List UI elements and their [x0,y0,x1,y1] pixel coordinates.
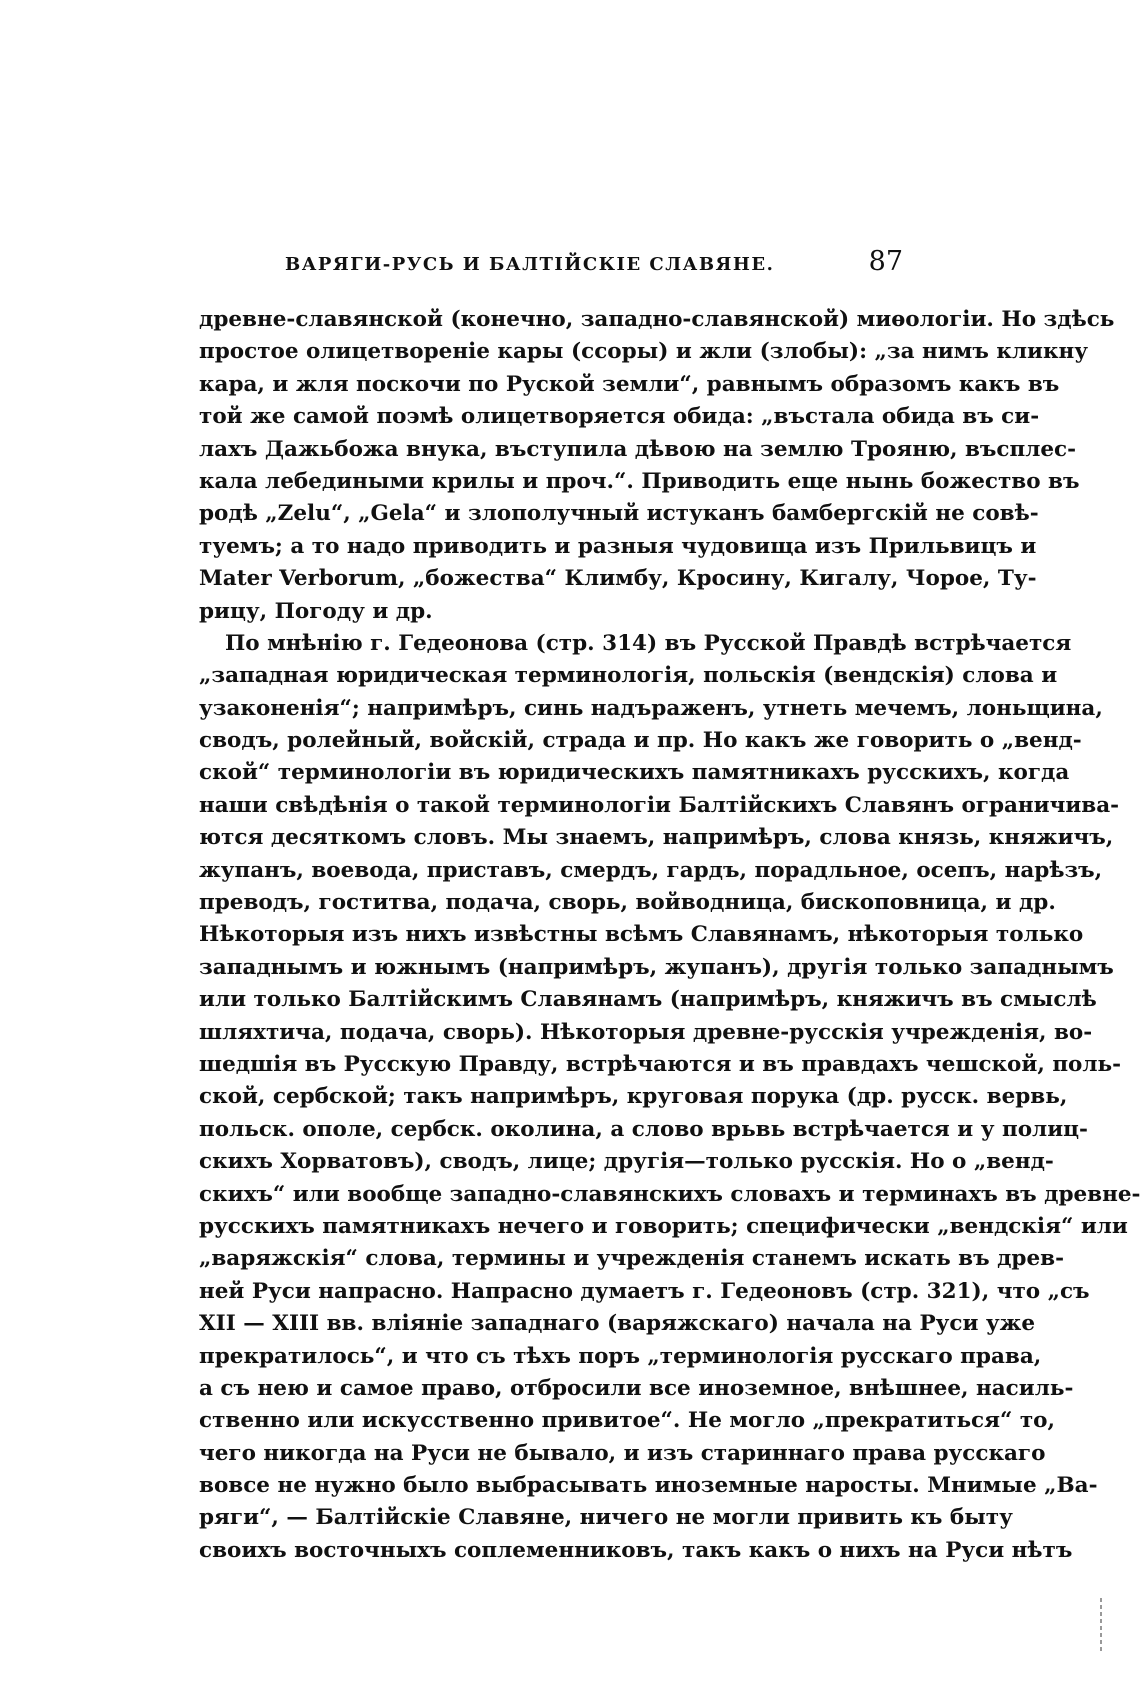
text-line: Mater Verborum, „божества“ Климбу, Кросину, Кигалу, Чорое, Ту- [199,566,1037,592]
text-line: а съ нею и самое право, отбросили все иноземное, внѣшнее, насиль- [199,1375,1074,1401]
text-line: узаконенія“; напримѣръ, синь надъраженъ, утнеть мечемъ, лоньщина, [199,695,1103,721]
running-title: ВАРЯГИ-РУСЬ И БАЛТІЙСКІЕ СЛАВЯНЕ. [285,254,775,275]
text-line: вовсе не нужно было выбрасывать иноземные наросты. Мнимые „Ва- [199,1473,1098,1499]
body-text [199,304,1140,1567]
text-line: преводъ, гоститва, подача, сворь, войводница, бископовница, и др. [199,890,1056,916]
text-line: „западная юридическая терминологія, польскія (вендскія) слова и [199,663,1058,689]
text-line: чего никогда на Руси не бывало, и изъ стариннаго права русскаго [199,1440,1046,1466]
text-line: жупанъ, воевода, приставъ, смердъ, гардъ, порадльное, осепъ, нарѣзъ, [199,857,1103,883]
text-line: шляхтича, подача, сворь). Нѣкоторыя древне-русскія учрежденія, во- [199,1019,1093,1045]
text-line: родѣ „Zelu“, „Gela“ и злополучный истуканъ бамбергскій не совѣ- [199,501,1039,527]
text-line: прекратилось“, и что съ тѣхъ поръ „терминологія русскаго права, [199,1343,1042,1369]
text-line: сводъ, ролейный, войскій, страда и пр. Но какъ же говорить о „венд- [199,728,1082,754]
text-line: западнымъ и южнымъ (напримѣръ, жупанъ), другія только западнымъ [199,954,1114,980]
text-line: своихъ восточныхъ соплеменниковъ, такъ какъ о нихъ на Руси нѣтъ [199,1537,1073,1563]
text-line: наши свѣдѣнія о такой терминологіи Балтійскихъ Славянъ ограничива- [199,792,1120,818]
page-number: 87 [868,246,903,277]
text-line: ней Руси напрасно. Напрасно думаетъ г. Гедеоновъ (стр. 321), что „съ [199,1278,1090,1304]
text-line: русскихъ памятникахъ нечего и говорить; специфически „вендскія“ или [199,1213,1128,1239]
text-line: или только Балтійскимъ Славянамъ (напримѣръ, княжичъ въ смыслѣ [199,987,1097,1013]
scan-margin-mark [1100,1598,1102,1654]
text-line: древне-славянской (конечно, западно-славянской) миѳологіи. Но здѣсь [199,307,1115,332]
text-line: XII — XIII вв. вліяніе западнаго (варяжскаго) начала на Руси уже [199,1311,1036,1337]
text-line: По мнѣнію г. Гедеонова (стр. 314) въ Русской Правдѣ встрѣчается [225,630,1072,656]
text-line: „варяжскія“ слова, термины и учрежденія станемъ искать въ древ- [199,1246,1065,1272]
paragraph-2 [199,628,1140,1567]
text-line: скихъ“ или вообще западно-славянскихъ словахъ и терминахъ въ древне- [199,1181,1140,1207]
text-line: туемъ; а то надо приводить и разныя чудовища изъ Прильвицъ и [199,533,1037,559]
text-line: ственно или искусственно привитое“. Не могло „прекратиться“ то, [199,1408,1056,1434]
text-line: кала лебедиными крилы и проч.“. Приводить еще нынь божество въ [199,468,1080,494]
text-line: ются десяткомъ словъ. Мы знаемъ, напримѣръ, слова князь, княжичъ, [199,825,1114,851]
text-line: ской“ терминологіи въ юридическихъ памятникахъ русскихъ, когда [199,760,1070,786]
text-line: рицу, Погоду и др. [199,598,433,624]
paragraph-1 [199,304,1115,628]
text-line: польск. ополе, сербск. околина, а слово врьвь встрѣчается и у полиц- [199,1116,1088,1142]
text-line: кара, и жля поскочи по Руской земли“, равнымъ образомъ какъ въ [199,371,1060,397]
text-line: ской, сербской; такъ напримѣръ, круговая порука (др. русск. вервь, [199,1084,1068,1110]
text-line: скихъ Хорватовъ), сводъ, лице; другія—только русскія. Но о „венд- [199,1149,1054,1175]
page-header [285,246,903,282]
text-line: лахъ Дажьбожа внука, въступила дѣвою на землю Трояню, въсплес- [199,436,1077,462]
text-line: Нѣкоторыя изъ нихъ извѣстны всѣмъ Славянамъ, нѣкоторыя только [199,922,1084,948]
text-line: шедшія въ Русскую Правду, встрѣчаются и въ правдахъ чешской, поль- [199,1051,1122,1077]
text-line: ряги“, — Балтійскіе Славяне, ничего не могли привить къ быту [199,1505,1013,1531]
text-line: той же самой поэмѣ олицетворяется обида: „въстала обида въ си- [199,404,1040,430]
text-line: простое олицетвореніе кары (ссоры) и жли (злобы): „за нимъ кликну [199,339,1088,365]
